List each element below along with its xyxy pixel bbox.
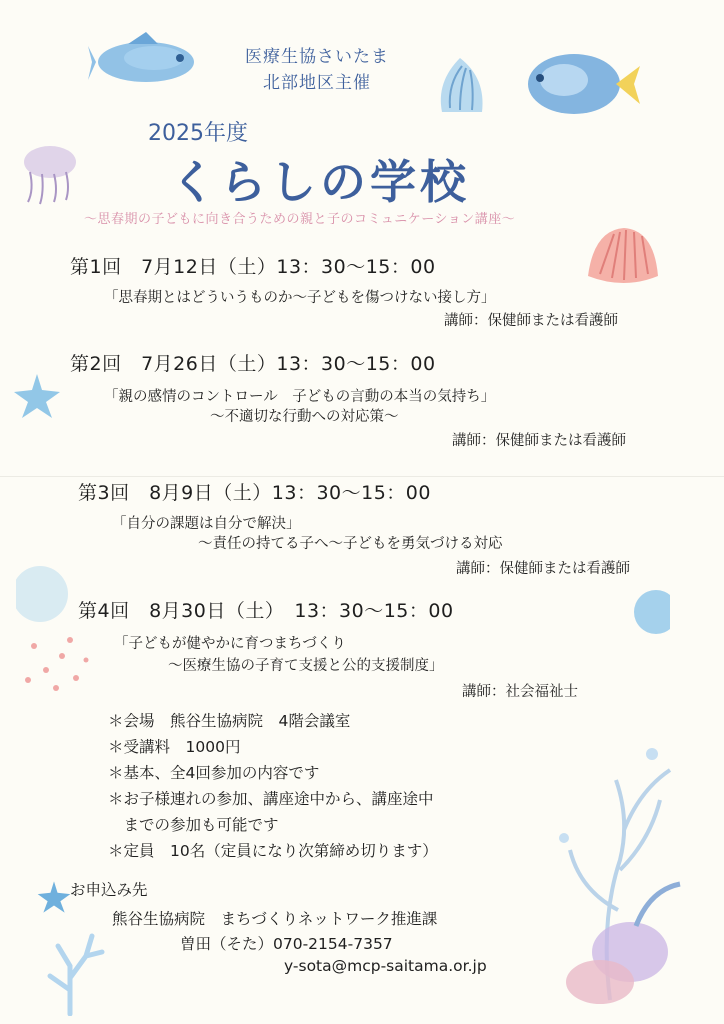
angelfish-illustration [518, 46, 644, 122]
subtitle: ～思春期の子どもに向き合うための親と子のコミュニケーション講座～ [84, 212, 516, 227]
session-4-subtopic: ～医療生協の子育て支援と公的支援制度」 [168, 658, 444, 674]
info-children: ＊お子様連れの参加、講座途中から、講座途中 [108, 790, 434, 808]
info-capacity: ＊定員 10名（定員になり次第締め切ります） [108, 842, 438, 860]
organizer [232, 44, 402, 96]
session-4-topic: 「子どもが健やかに育つまちづくり [114, 636, 346, 652]
jellyfish-illustration [14, 142, 80, 206]
session-4-lecturer: 講師：社会福祉士 [462, 684, 578, 700]
session-3-lecturer: 講師：保健師または看護師 [456, 561, 630, 577]
info-fee: ＊受講料 1000円 [108, 738, 241, 756]
session-3-topic: 「自分の課題は自分で解決」 [112, 516, 301, 532]
application-label: お申込み先 [70, 881, 148, 899]
starfish-illustration [12, 372, 62, 420]
session-2-lecturer: 講師：保健師または看護師 [452, 433, 626, 449]
blue-bubble-decoration [626, 588, 670, 640]
paper-fold-line [0, 476, 724, 477]
small-starfish-icon [36, 880, 72, 914]
session-3-subtopic: ～責任の持てる子へ～子どもを勇気づける対応 [198, 536, 503, 552]
blue-fish-illustration [88, 28, 200, 94]
info-children-cont: までの参加も可能です [108, 816, 279, 834]
session-1-heading: 第1回 7月12日（土）13：30～15：00 [70, 256, 436, 278]
application-organization: 熊谷生協病院 まちづくりネットワーク推進課 [112, 910, 438, 928]
bubbles-decoration [16, 560, 106, 710]
page-title: くらしの学校 [170, 155, 470, 209]
organizer-line-2: 北部地区主催 [263, 73, 371, 93]
coral-branch-illustration [40, 916, 116, 1016]
organizer-line-1: 医療生協さいたま [245, 47, 389, 67]
session-2-subtopic: ～不適切な行動への対応策～ [210, 409, 399, 425]
fiscal-year: 2025年度 [148, 121, 248, 146]
scallop-shell-illustration [584, 224, 662, 292]
info-venue: ＊会場 熊谷生協病院 4階会議室 [108, 712, 351, 730]
event-info-list [108, 708, 438, 864]
session-1-lecturer: 講師：保健師または看護師 [444, 313, 618, 329]
coral-reef-illustration [540, 720, 690, 1010]
session-1-topic: 「思春期とはどういうものか～子どもを傷つけない接し方」 [104, 290, 496, 306]
session-2-heading: 第2回 7月26日（土）13：30～15：00 [70, 353, 436, 375]
info-attendance: ＊基本、全4回参加の内容です [108, 764, 320, 782]
session-4-heading: 第4回 8月30日（土） 13：30～15：00 [78, 600, 454, 622]
session-3-heading: 第3回 8月9日（土）13：30～15：00 [78, 482, 431, 504]
shell-illustration [432, 52, 492, 118]
application-contact: 曽田（そた）070-2154-7357 [180, 935, 393, 953]
application-email[interactable]: y-sota@mcp-saitama.or.jp [284, 957, 487, 975]
session-2-topic: 「親の感情のコントロール 子どもの言動の本当の気持ち」 [104, 389, 496, 405]
